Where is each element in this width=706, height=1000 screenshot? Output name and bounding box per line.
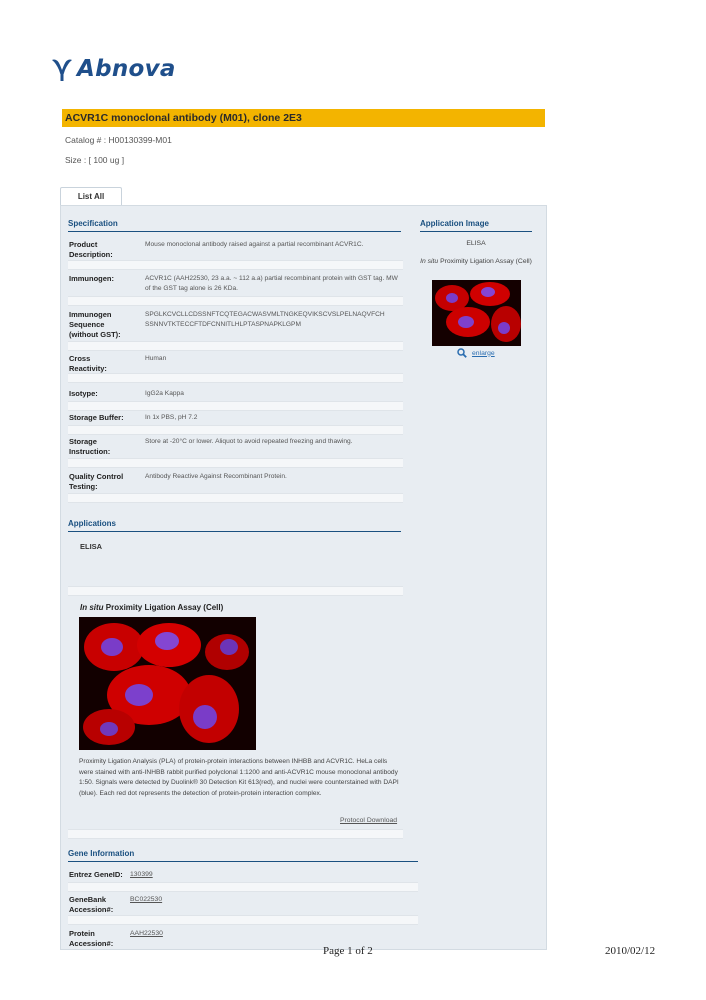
pla-main-image	[79, 617, 256, 750]
spec-label: Immunogen:	[69, 274, 114, 283]
product-title: ACVR1C monoclonal antibody (M01), clone 2E3	[62, 109, 545, 127]
row-separator	[68, 425, 403, 435]
protocol-download-wrap[interactable]	[340, 809, 397, 827]
row-separator	[68, 260, 403, 270]
spec-label: Isotype:	[69, 389, 98, 398]
product-size: Size : [ 100 ug ]	[65, 155, 125, 165]
specification-heading: Specification	[68, 219, 401, 232]
protein-accession-link[interactable]: AAH22530	[130, 930, 163, 937]
spec-value: ACVR1C (AAH22530, 23 a.a. ~ 112 a.a) partial recombinant protein with GST tag. MW of the GST tag alone is 26 KDa.	[145, 275, 398, 292]
application-image-heading: Application Image	[420, 219, 532, 232]
spec-value: IgG2a Kappa	[145, 390, 184, 397]
spec-value: Human	[145, 355, 167, 362]
tab-list-all[interactable]: List All	[60, 187, 122, 206]
abnova-logo[interactable]	[50, 56, 176, 82]
row-separator	[68, 458, 403, 468]
magnifier-icon	[457, 348, 467, 358]
row-separator	[68, 586, 403, 596]
applications-elisa: ELISA	[80, 542, 103, 551]
row-separator	[68, 373, 403, 383]
row-separator	[68, 341, 403, 351]
row-separator	[68, 915, 418, 925]
spec-label: Immunogen Sequence (without GST):	[69, 310, 121, 339]
spec-label: Cross Reactivity:	[69, 354, 107, 373]
enlarge-link-wrap[interactable]	[457, 348, 495, 358]
spec-value: Store at -20°C or lower. Aliquot to avoid repeated freezing and thawing.	[145, 438, 353, 445]
pla-thumbnail-image[interactable]	[432, 280, 521, 346]
genebank-accession-link[interactable]: BC022530	[130, 896, 163, 903]
abnova-logo-icon	[50, 56, 74, 82]
catalog-number: Catalog # : H00130399-M01	[65, 135, 172, 145]
spec-value: Mouse monoclonal antibody raised against a partial recombinant ACVR1C.	[145, 241, 364, 248]
spec-label: Storage Instruction:	[69, 437, 111, 456]
row-separator	[68, 401, 403, 411]
print-date: 2010/02/12	[605, 945, 656, 957]
cell-thumbnail-graphic	[432, 280, 521, 346]
gene-label: GeneBank Accession#:	[69, 895, 114, 914]
spec-label: Quality Control Testing:	[69, 472, 124, 491]
protocol-download-link[interactable]: Protocol Download	[340, 817, 398, 824]
pla-section-title	[80, 603, 223, 612]
pla-description: Proximity Ligation Analysis (PLA) of protein-protein interactions between INHBB and ACVR1C. HeLa cells were stained with anti-INHBB rabbit purified polyclonal 1:1200 and anti-ACVR1C mouse monoclonal antibody 1:50. Signals were detected by Duolink® 30 Detection Kit 613(red), and nuclei were counterstained with DAPI (blue). Each red dot represents the detection of protein-protein interaction complex.	[79, 758, 399, 797]
entrez-gene-link[interactable]: 130399	[130, 871, 153, 878]
app-image-elisa[interactable]: ELISA	[466, 240, 486, 247]
spec-value: In 1x PBS, pH 7.2	[145, 414, 198, 421]
spec-value: Antibody Reactive Against Recombinant Protein.	[145, 473, 287, 480]
app-image-pla-caption[interactable]	[420, 258, 532, 265]
pla-prefix: In situ	[420, 258, 439, 265]
cell-main-graphic	[79, 617, 256, 750]
gene-label: Protein Accession#:	[69, 929, 114, 948]
applications-heading: Applications	[68, 519, 401, 532]
gene-information-heading: Gene Information	[68, 849, 418, 862]
brand-name: Abnova	[77, 56, 176, 82]
pla-title-prefix: In situ	[80, 603, 104, 612]
spec-value: SPGLKCVCLLCDSSNFTCQTEGACWASVMLTNGKEQVIKSCVSLPELNAQVFCHSSNNVTKTECCFTDFCNNITLHLPTASPNAPKLGPM	[145, 311, 385, 328]
spec-label: Storage Buffer:	[69, 413, 124, 422]
spec-label: Product Description:	[69, 240, 113, 259]
gene-label: Entrez GeneID:	[69, 870, 123, 879]
enlarge-link[interactable]: enlarge	[472, 349, 495, 357]
pla-label: Proximity Ligation Assay (Cell)	[438, 258, 532, 265]
pla-title-text: Proximity Ligation Assay (Cell)	[103, 603, 224, 612]
page-number: Page 1 of 2	[323, 945, 373, 957]
row-separator	[68, 493, 403, 503]
row-separator	[68, 829, 403, 839]
row-separator	[68, 296, 403, 306]
row-separator	[68, 882, 418, 892]
